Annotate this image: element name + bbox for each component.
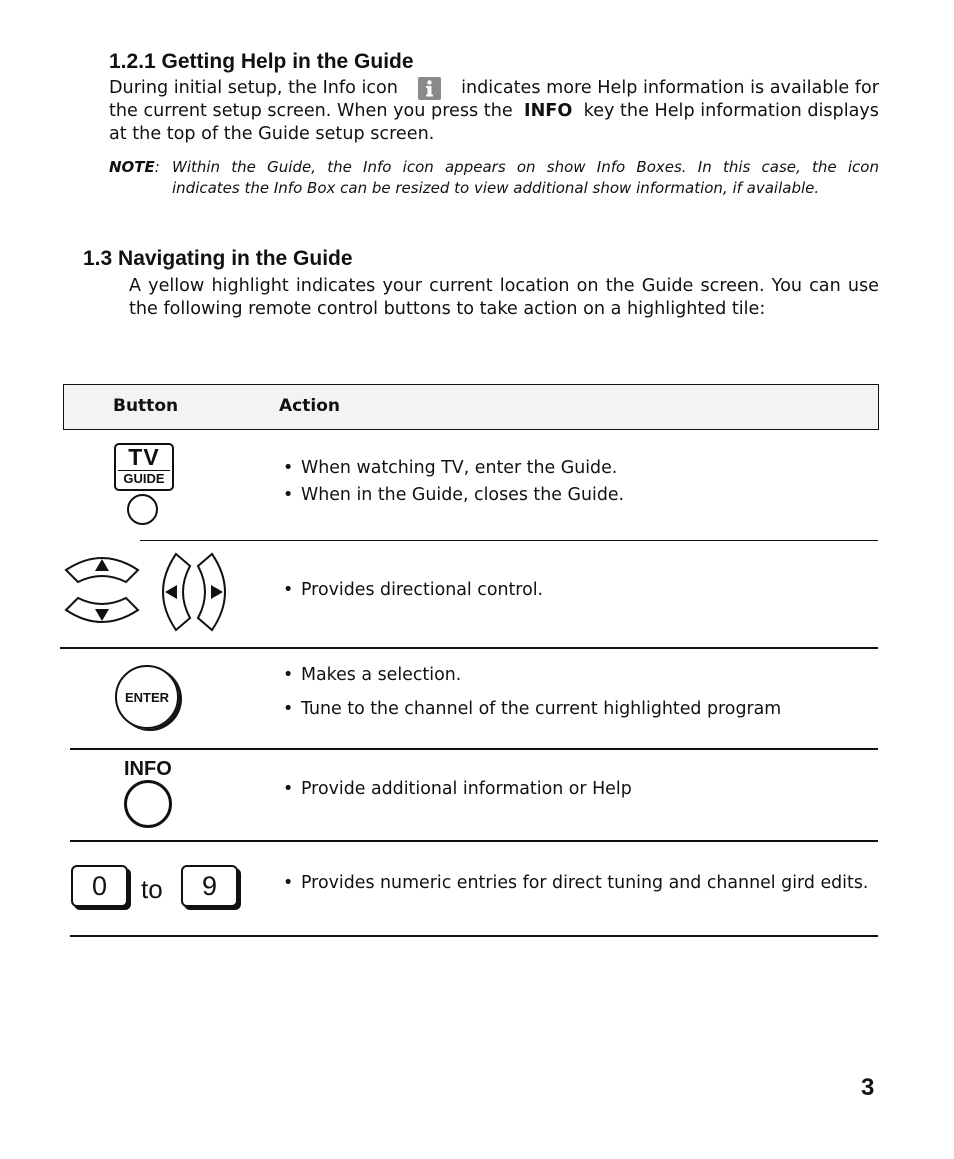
tv-guide-icon (114, 443, 174, 491)
para-text: the current setup screen. When you press the (109, 101, 513, 121)
action-bullet: • Provide additional information or Help (283, 779, 632, 799)
action-bullet: • Provides directional control. (283, 580, 544, 600)
note-block (109, 157, 879, 199)
row-divider (60, 647, 878, 649)
action-bullet: • Provides numeric entries for direct tuning and channel gird edits. (283, 873, 869, 893)
section-heading-1-3: 1.3 Navigating in the Guide (83, 247, 353, 270)
info-button-circle (124, 780, 172, 828)
para-text: the following remote control buttons to take action on a highlighted tile: (129, 298, 766, 319)
action-bullet: • When watching TV, enter the Guide. (283, 458, 618, 478)
row-divider (140, 540, 878, 541)
row-divider (70, 935, 878, 937)
section-heading-1-2-1: 1.2.1 Getting Help in the Guide (109, 50, 414, 73)
note-text: Within the Guide, the Info icon appears on show Info Boxes. In this case, the icon (172, 158, 879, 176)
arrow-keys-icon (62, 552, 240, 632)
table-header (63, 384, 879, 430)
info-key-label-icon: INFO (124, 758, 172, 780)
tv-guide-label-tv: TV (128, 444, 160, 470)
action-bullet: • When in the Guide, closes the Guide. (283, 485, 625, 505)
page-number: 3 (861, 1074, 875, 1101)
note-label-wrap: NOTE: (109, 158, 160, 176)
para-text: at the top of the Guide setup screen. (109, 123, 435, 144)
section-1-2-1-paragraph (109, 77, 879, 145)
col-header-action: Action (279, 396, 340, 416)
info-key-label: INFO (524, 101, 573, 121)
para-text: During initial setup, the Info icon (109, 78, 398, 99)
para-text: indicates more Help information is available for (461, 78, 879, 99)
section-1-3-paragraph (129, 275, 879, 320)
row-divider (70, 840, 878, 842)
enter-button-icon (115, 665, 179, 729)
tv-guide-button-circle (127, 494, 158, 525)
note-text: indicates the Info Box can be resized to view additional show information, if available. (172, 179, 820, 197)
enter-label: ENTER (124, 689, 170, 705)
number-key-0: 0 (71, 865, 128, 907)
action-bullet: • Tune to the channel of the current highlighted program (283, 699, 782, 719)
para-text: A yellow highlight indicates your current location on the Guide screen. You can use (129, 276, 879, 296)
number-key-9: 9 (181, 865, 238, 907)
row-divider (70, 748, 878, 750)
tv-guide-label-guide: GUIDE (118, 470, 170, 487)
para-text: key the Help information displays (583, 101, 879, 121)
info-icon (418, 77, 441, 100)
key-range-word: to (141, 874, 163, 904)
action-bullet: • Makes a selection. (283, 665, 462, 685)
note-label: NOTE (109, 158, 155, 176)
col-header-button: Button (113, 396, 179, 416)
